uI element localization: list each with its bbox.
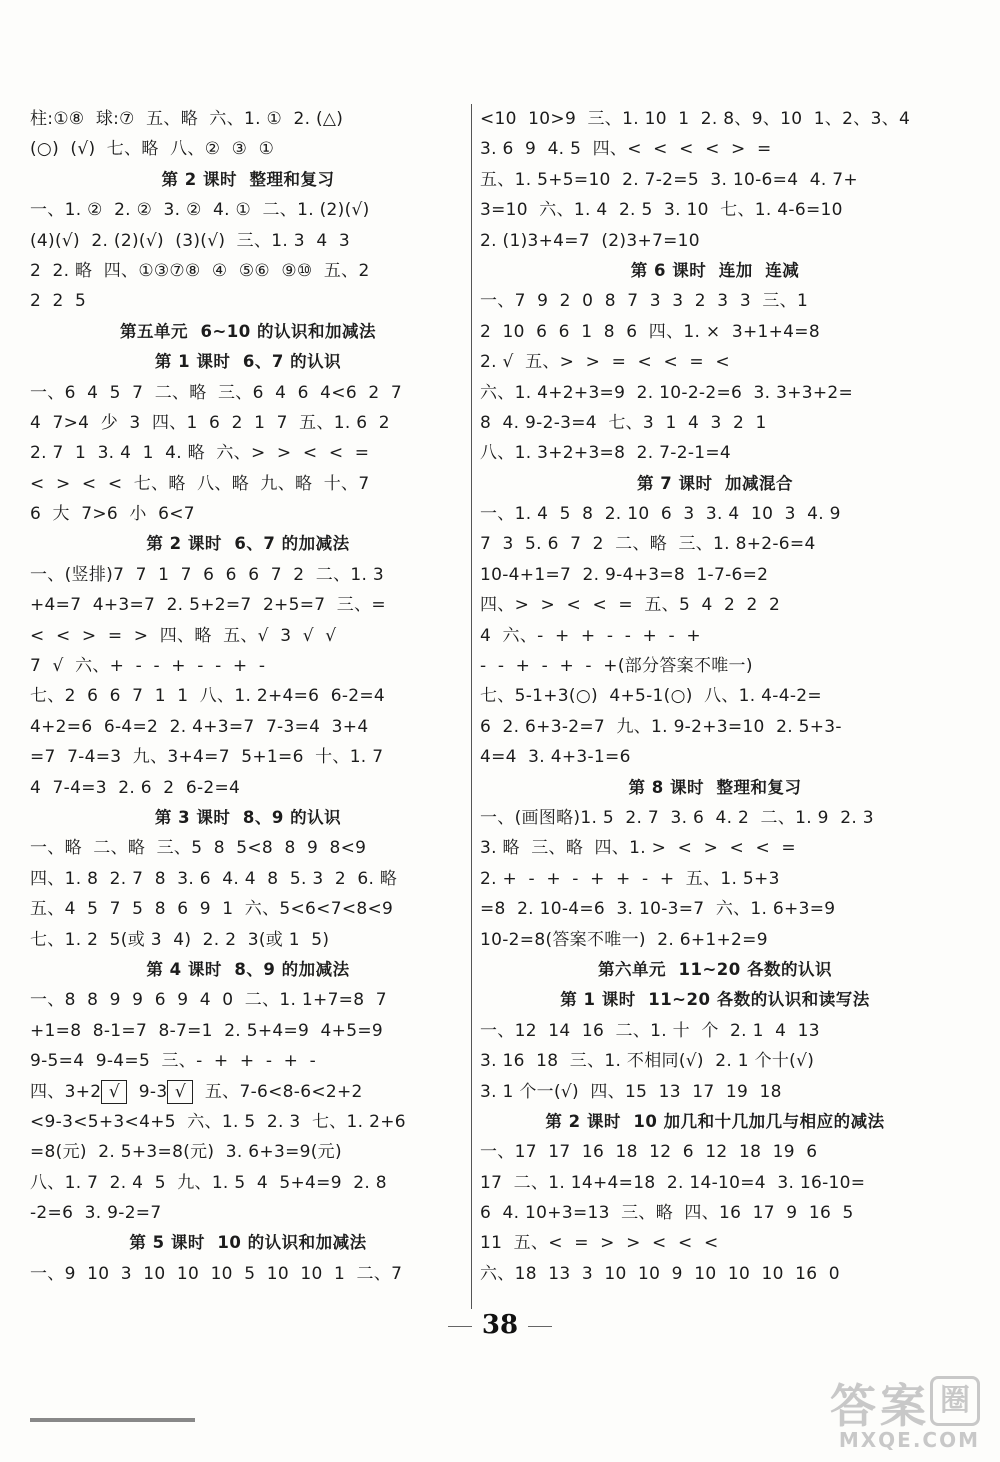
left-answer-line: 一、6 4 5 7 二、略 三、6 4 6 4<6 2 7 <box>30 382 402 403</box>
right-answer-line: <10 10>9 三、1. 10 1 2. 8、9、10 1、2、3、4 <box>480 109 911 129</box>
left-answer-line: +4=7 4+3=7 2. 5+2=7 2+5=7 三、= <box>30 595 386 616</box>
left-answer-line: 一、1. ② 2. ② 3. ② 4. ① 二、1. (2)(√) <box>30 200 370 221</box>
left-answer-line: <9-3<5+3<4+5 六、1. 5 2. 3 七、1. 2+6 <box>30 1111 406 1132</box>
left-answer-line: 七、1. 2 5(或 3 4) 2. 2 3(或 1 5) <box>30 929 330 950</box>
left-answer-column <box>30 104 466 1289</box>
right-answer-line: 七、5-1+3(○) 4+5-1(○) 八、1. 4-4-2= <box>480 686 822 707</box>
right-answer-line: 3. 6 9 4. 5 四、< < < < > = <box>480 139 772 160</box>
column-divider <box>471 104 472 1309</box>
answer-text: 四、3+2 <box>30 1081 102 1102</box>
right-answer-line: 10-2=8(答案不唯一) 2. 6+1+2=9 <box>480 929 768 950</box>
watermark-seal: 圈 <box>930 1376 980 1426</box>
bottom-rule <box>30 1418 195 1422</box>
watermark-main-text: 答案 <box>830 1379 930 1433</box>
right-answer-line: 4=4 3. 4+3-1=6 <box>480 747 631 768</box>
right-answer-line: 2 10 6 6 1 8 6 四、1. × 3+1+4=8 <box>480 321 820 342</box>
left-answer-line: < < > = > 四、略 五、√ 3 √ √ <box>30 625 337 646</box>
right-answer-line: 2. + - + - + + - + 五、1. 5+3 <box>480 868 780 889</box>
left-answer-line: (4)(√) 2. (2)(√) (3)(√) 三、1. 3 4 3 <box>30 230 350 251</box>
left-answer-line: =8(元) 2. 5+3=8(元) 3. 6+3=9(元) <box>30 1142 342 1163</box>
left-answer-line: 一、8 8 9 9 6 9 4 0 二、1. 1+7=8 7 <box>30 990 387 1011</box>
left-answer-line: < > < < 七、略 八、略 九、略 十、7 <box>30 473 370 494</box>
page-number <box>0 1310 1000 1340</box>
page-number-text: 38 <box>481 1310 519 1340</box>
right-answer-line: 3. 1 个一(√) 四、15 13 17 19 18 <box>480 1081 782 1102</box>
answer-text: 9-3 <box>127 1081 168 1102</box>
left-answer-line: 柱:①⑧ 球:⑦ 五、略 六、1. ① 2. (△) <box>30 109 344 129</box>
left-answer-line: 4 7-4=3 2. 6 2 6-2=4 <box>30 777 241 798</box>
watermark-logo <box>720 1370 980 1450</box>
right-answer-line: 6 2. 6+3-2=7 九、1. 9-2+3=10 2. 5+3- <box>480 716 842 737</box>
page-number-dash-right <box>528 1326 552 1327</box>
left-section-heading: 第 1 课时 6、7 的认识 <box>154 352 342 372</box>
watermark-site: MXQE.COM <box>838 1428 980 1452</box>
left-answer-line: 7 √ 六、+ - - + - - + - <box>30 656 266 677</box>
right-answer-line: 17 二、1. 14+4=18 2. 14-10=4 3. 16-10= <box>480 1172 866 1193</box>
right-answer-line: 六、1. 4+2+3=9 2. 10-2-2=6 3. 3+3+2= <box>480 382 854 403</box>
right-answer-line: 10-4+1=7 2. 9-4+3=8 1-7-6=2 <box>480 564 769 585</box>
right-answer-line: 一、1. 4 5 8 2. 10 6 3 3. 4 10 3 4. 9 <box>480 504 841 525</box>
right-section-heading: 第 8 课时 整理和复习 <box>628 777 802 797</box>
right-answer-line: 六、18 13 3 10 10 9 10 10 10 16 0 <box>480 1263 840 1284</box>
left-answer-line: 一、略 二、略 三、5 8 5<8 8 9 8<9 <box>30 838 367 859</box>
right-answer-line: 一、7 9 2 0 8 7 3 3 2 3 3 三、1 <box>480 291 809 312</box>
answer-box: √ <box>167 1080 193 1104</box>
left-answer-line: -2=6 3. 9-2=7 <box>30 1203 162 1224</box>
left-answer-line: 2 2. 略 四、①③⑦⑧ ④ ⑤⑥ ⑨⑩ 五、2 <box>30 260 370 281</box>
right-answer-line: 6 4. 10+3=13 三、略 四、16 17 9 16 5 <box>480 1203 854 1224</box>
right-answer-line: 3=10 六、1. 4 2. 5 3. 10 七、1. 4-6=10 <box>480 200 843 221</box>
left-answer-line: 七、2 6 6 7 1 1 八、1. 2+4=6 6-2=4 <box>30 686 386 707</box>
left-answer-line: 4+2=6 6-4=2 2. 4+3=7 7-3=4 3+4 <box>30 716 369 737</box>
answer-text: 五、7-6<8-6<2+2 <box>193 1081 363 1102</box>
right-answer-column <box>480 104 950 1289</box>
left-answer-line <box>30 1077 466 1107</box>
right-section-heading: 第 6 课时 连加 连减 <box>630 260 800 280</box>
right-answer-line: 2. (1)3+4=7 (2)3+7=10 <box>480 230 700 251</box>
left-section-heading: 第 2 课时 6、7 的加减法 <box>146 534 350 554</box>
right-answer-line: 7 3 5. 6 7 2 二、略 三、1. 8+2-6=4 <box>480 534 816 555</box>
right-answer-line: =8 2. 10-4=6 3. 10-3=7 六、1. 6+3=9 <box>480 899 836 920</box>
left-answer-line: 6 大 7>6 小 6<7 <box>30 504 195 525</box>
right-section-heading: 第 7 课时 加减混合 <box>637 473 793 493</box>
right-answer-line: 一、(画图略)1. 5 2. 7 3. 6 4. 2 二、1. 9 2. 3 <box>480 807 874 828</box>
right-answer-line: 2. √ 五、> > = < < = < <box>480 352 730 373</box>
left-answer-line: 一、9 10 3 10 10 10 5 10 10 1 二、7 <box>30 1263 403 1284</box>
left-answer-line: 五、4 5 7 5 8 6 9 1 六、5<6<7<8<9 <box>30 899 394 920</box>
right-answer-line: 4 六、- + + - - + - + <box>480 625 701 646</box>
page-number-dash-left <box>448 1326 472 1327</box>
left-section-heading: 第五单元 6~10 的认识和加减法 <box>119 321 376 341</box>
right-section-heading: 第 1 课时 11~20 各数的认识和读写法 <box>560 990 870 1010</box>
right-answer-line: 八、1. 3+2+3=8 2. 7-2-1=4 <box>480 443 732 464</box>
left-section-heading: 第 2 课时 整理和复习 <box>161 169 335 189</box>
left-section-heading: 第 4 课时 8、9 的加减法 <box>146 959 350 979</box>
left-section-heading: 第 5 课时 10 的认识和加减法 <box>129 1233 367 1253</box>
right-section-heading: 第六单元 11~20 各数的认识 <box>598 959 832 979</box>
left-answer-line: 四、1. 8 2. 7 8 3. 6 4. 4 8 5. 3 2 6. 略 <box>30 868 398 889</box>
left-answer-line: 2 2 5 <box>30 291 87 312</box>
left-answer-line: +1=8 8-1=7 8-7=1 2. 5+4=9 4+5=9 <box>30 1020 383 1041</box>
right-answer-line: - - + - + - +(部分答案不唯一) <box>480 656 753 677</box>
right-answer-line: 3. 略 三、略 四、1. > < > < < = <box>480 838 796 859</box>
right-answer-line: 五、1. 5+5=10 2. 7-2=5 3. 10-6=4 4. 7+ <box>480 169 858 190</box>
right-section-heading: 第 2 课时 10 加几和十几加几与相应的减法 <box>545 1111 885 1131</box>
left-answer-line: 9-5=4 9-4=5 三、- + + - + - <box>30 1051 317 1072</box>
left-section-heading: 第 3 课时 8、9 的认识 <box>154 807 342 827</box>
answer-box: √ <box>101 1080 127 1104</box>
left-answer-line: 4 7>4 少 3 四、1 6 2 1 7 五、1. 6 2 <box>30 412 390 433</box>
right-answer-line: 8 4. 9-2-3=4 七、3 1 4 3 2 1 <box>480 412 767 433</box>
left-answer-line: =7 7-4=3 九、3+4=7 5+1=6 十、1. 7 <box>30 747 384 768</box>
left-answer-line: 八、1. 7 2. 4 5 九、1. 5 4 5+4=9 2. 8 <box>30 1172 387 1193</box>
right-answer-line: 3. 16 18 三、1. 不相同(√) 2. 1 个十(√) <box>480 1051 815 1072</box>
right-answer-line: 一、17 17 16 18 12 6 12 18 19 6 <box>480 1142 818 1163</box>
left-answer-line: 一、(竖排)7 7 1 7 6 6 6 7 2 二、1. 3 <box>30 564 385 585</box>
right-answer-line: 四、> > < < = 五、5 4 2 2 2 <box>480 595 781 616</box>
left-answer-line: 2. 7 1 3. 4 1 4. 略 六、> > < < = <box>30 443 370 464</box>
right-answer-line: 一、12 14 16 二、1. 十 个 2. 1 4 13 <box>480 1020 820 1041</box>
right-answer-line: 11 五、< = > > < < < <box>480 1233 719 1254</box>
left-answer-line: (○) (√) 七、略 八、② ③ ① <box>30 139 275 160</box>
